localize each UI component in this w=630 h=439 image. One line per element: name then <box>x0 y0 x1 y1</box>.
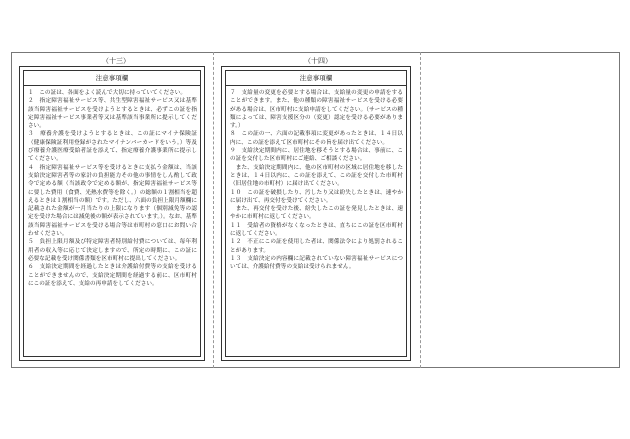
fold-line-right <box>420 52 421 368</box>
fold-line-left <box>213 52 214 368</box>
note-item: ３ 療養介護を受けようとするときは、この証にマイナ保険証（健康保険証利用登録がされたマイナンバーカードをいう。）等及び療養介護医療受給者証を添えて、指定療養介護事業所に提示してください。 <box>28 131 197 163</box>
note-item: ５ 負担上限月額及び特定障害者特別給付費については、毎年利用者の収入等に応じて決定しますので、所定の時期に、この証に必要な記載を受け関係書類を区市町村に提出してください。 <box>28 239 197 262</box>
notes-frame-13 <box>23 70 201 357</box>
notes-heading-13: 注意事項欄 <box>24 71 200 86</box>
notes-body-14 <box>230 89 403 272</box>
note-item: １１ 受給者の資格がなくなったときは、直ちにこの証を区市町村に返してください。 <box>230 222 403 238</box>
note-item: ６ 支給決定期間を経過したときは介護給付費等の支給を受けることができませんので、支給決定期間を経過する前に、区市町村にこの証を添えて、支給の再申請をしてください。 <box>28 264 197 287</box>
notes-heading-14: 注意事項欄 <box>226 71 406 86</box>
panel-number-14: （十四） <box>304 57 332 65</box>
panel-number-13: （十三） <box>102 57 130 65</box>
notes-body-13 <box>28 89 197 288</box>
note-item: １２ 不正にこの証を使用した者は、関係法令により処罰されることがあります。 <box>230 239 403 254</box>
note-item: ９ 支給決定期間内に、居住地を移そうとする場合は、事前に、この証を交付した区市町村にご連絡、ご相談ください。 <box>230 148 403 163</box>
note-item: ７ 支給量の変更を必要とする場合は、支給量の変更の申請をすることができます。また、他の種類の障害福祉サービスを受ける必要がある場合は、区市町村に支給申請をしてください。（サービスの種類によっては、障害支援区分の（変更）認定を受ける必要があります。） <box>230 90 403 130</box>
notes-panel-14 <box>221 66 411 361</box>
note-item: また、支給決定期間内に、他の区市町村の区域に居住地を移したときは、１４日以内に、この証を添えて、この証を交付した市町村（旧居住地の市町村）に届け出てください。 <box>230 164 403 188</box>
note-item: ２ 指定障害福祉サービス等、共生型障害福祉サービス又は基準該当障害福祉サービスを受けようとするときは、必ずこの証を指定障害福祉サービス事業者等又は基準該当事業所に提示してください。 <box>28 98 197 130</box>
note-item: ８ この証の一、六面の記載事項に変更があったときは、１４日以内に、この証を添えて区市町村にその旨を届け出てください。 <box>230 131 403 146</box>
notes-frame-14 <box>225 70 407 357</box>
notes-panel-13 <box>19 66 205 361</box>
note-item: １３ 支給決定の内容欄に記載されていない障害福祉サービスについては、介護給付費等の支給は受けられません。 <box>230 255 403 271</box>
note-item: １ この証は、各面をよく読んで大切に持っていてください。 <box>28 90 187 96</box>
note-item: また、再交付を受けた後、紛失したこの証を発見したときは、速やかに市町村に返してください。 <box>230 206 403 221</box>
note-item: ４ 指定障害福祉サービス等を受けるときに支払う金額は、当該支給決定障害者等の家計の負担能力その他の事情をしん酌して政令で定める額（当該政令で定める額が、指定障害福祉サービス等に要した費用（食費、光熱水費等を除く。）の総額の１割相当を超えるときは１割相当の額）です。ただし、六面の負担上限月額欄に記載された金額が一月当たりの上限になります（個別減免等の認定を受けた場合には減免後の額が表示されています。）。なお、基準該当障害福祉サービスを受ける場合等は市町村の窓口にお問い合わせください。 <box>28 164 197 238</box>
note-item: １０ この証を破損したり、汚したり又は紛失したときは、速やかに届け出て、再交付を受けてください。 <box>230 189 403 204</box>
